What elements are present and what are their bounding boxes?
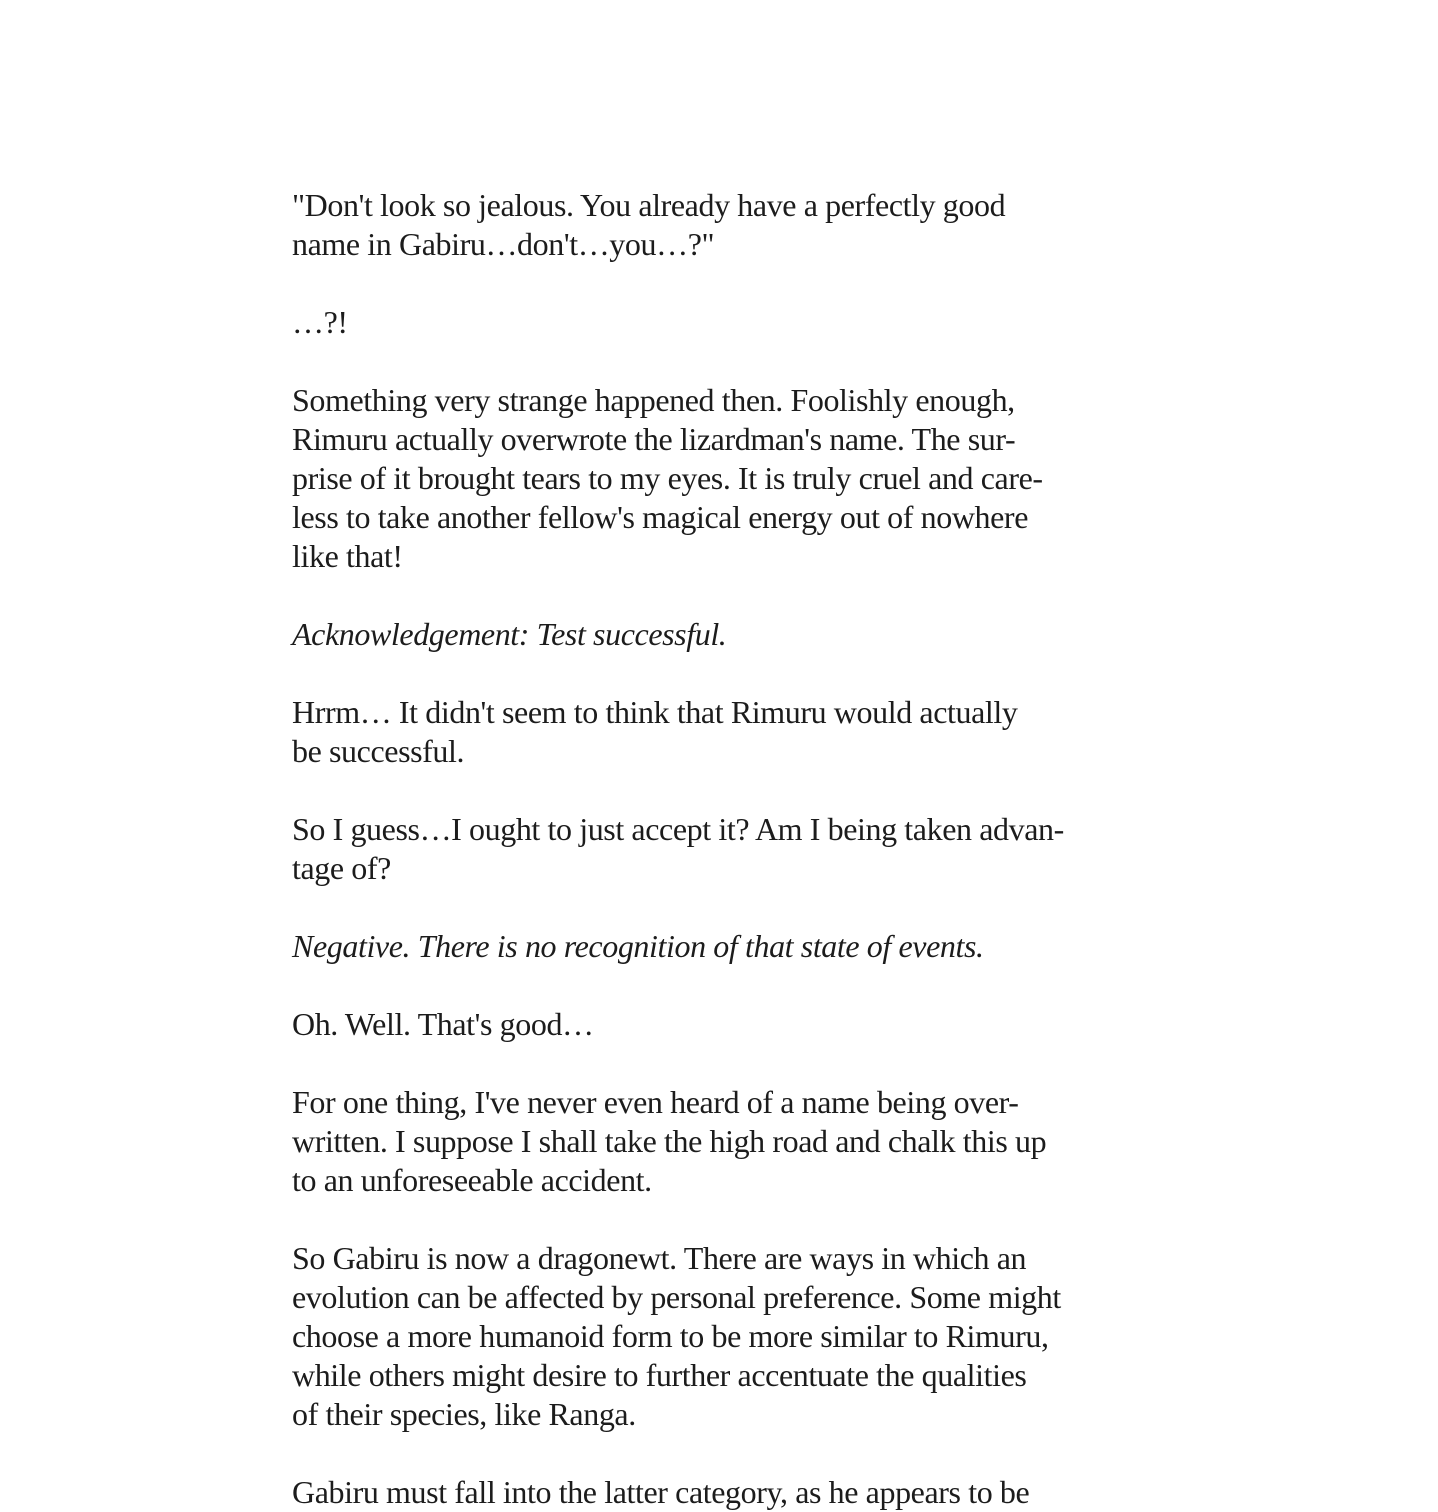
text-line: Oh. Well. That's good…: [292, 1006, 594, 1042]
paragraph: [292, 1473, 1180, 1512]
voice-paragraph: [292, 927, 1180, 966]
text-line: Something very strange happened then. Foolishly enough,: [292, 382, 1015, 418]
text-line: Rimuru actually overwrote the lizardman's name. The sur-: [292, 421, 1016, 457]
text-line: "Don't look so jealous. You already have a perfectly good: [292, 187, 1006, 223]
text-line: Negative. There is no recognition of that state of events.: [292, 928, 984, 964]
text-line: So Gabiru is now a dragonewt. There are ways in which an: [292, 1240, 1027, 1276]
text-line: Gabiru must fall into the latter category, as he appears to be: [292, 1474, 1030, 1510]
text-line: So I guess…I ought to just accept it? Am I being taken advan-: [292, 811, 1064, 847]
paragraph: [292, 1239, 1180, 1434]
paragraph: [292, 693, 1180, 771]
text-line: while others might desire to further accentuate the qualities: [292, 1357, 1027, 1393]
paragraph: [292, 1083, 1180, 1200]
text-line: choose a more humanoid form to be more similar to Rimuru,: [292, 1318, 1049, 1354]
paragraph: [292, 1005, 1180, 1044]
text-line: …?!: [292, 304, 348, 340]
paragraph: [292, 303, 1180, 342]
text-line: name in Gabiru…don't…you…?": [292, 226, 715, 262]
text-line: tage of?: [292, 850, 391, 886]
text-line: written. I suppose I shall take the high road and chalk this up: [292, 1123, 1047, 1159]
text-line: to an unforeseeable accident.: [292, 1162, 652, 1198]
text-line: evolution can be affected by personal preference. Some might: [292, 1279, 1061, 1315]
voice-paragraph: [292, 615, 1180, 654]
paragraph: [292, 810, 1180, 888]
paragraph: [292, 381, 1180, 576]
text-line: of their species, like Ranga.: [292, 1396, 636, 1432]
text-line: less to take another fellow's magical energy out of nowhere: [292, 499, 1028, 535]
text-line: Acknowledgement: Test successful.: [292, 616, 727, 652]
text-line: Hrrm… It didn't seem to think that Rimuru would actually: [292, 694, 1018, 730]
text-line: like that!: [292, 538, 403, 574]
text-line: prise of it brought tears to my eyes. It is truly cruel and care-: [292, 460, 1043, 496]
paragraph: [292, 186, 1180, 264]
text-line: For one thing, I've never even heard of a name being over-: [292, 1084, 1019, 1120]
text-line: be successful.: [292, 733, 465, 769]
